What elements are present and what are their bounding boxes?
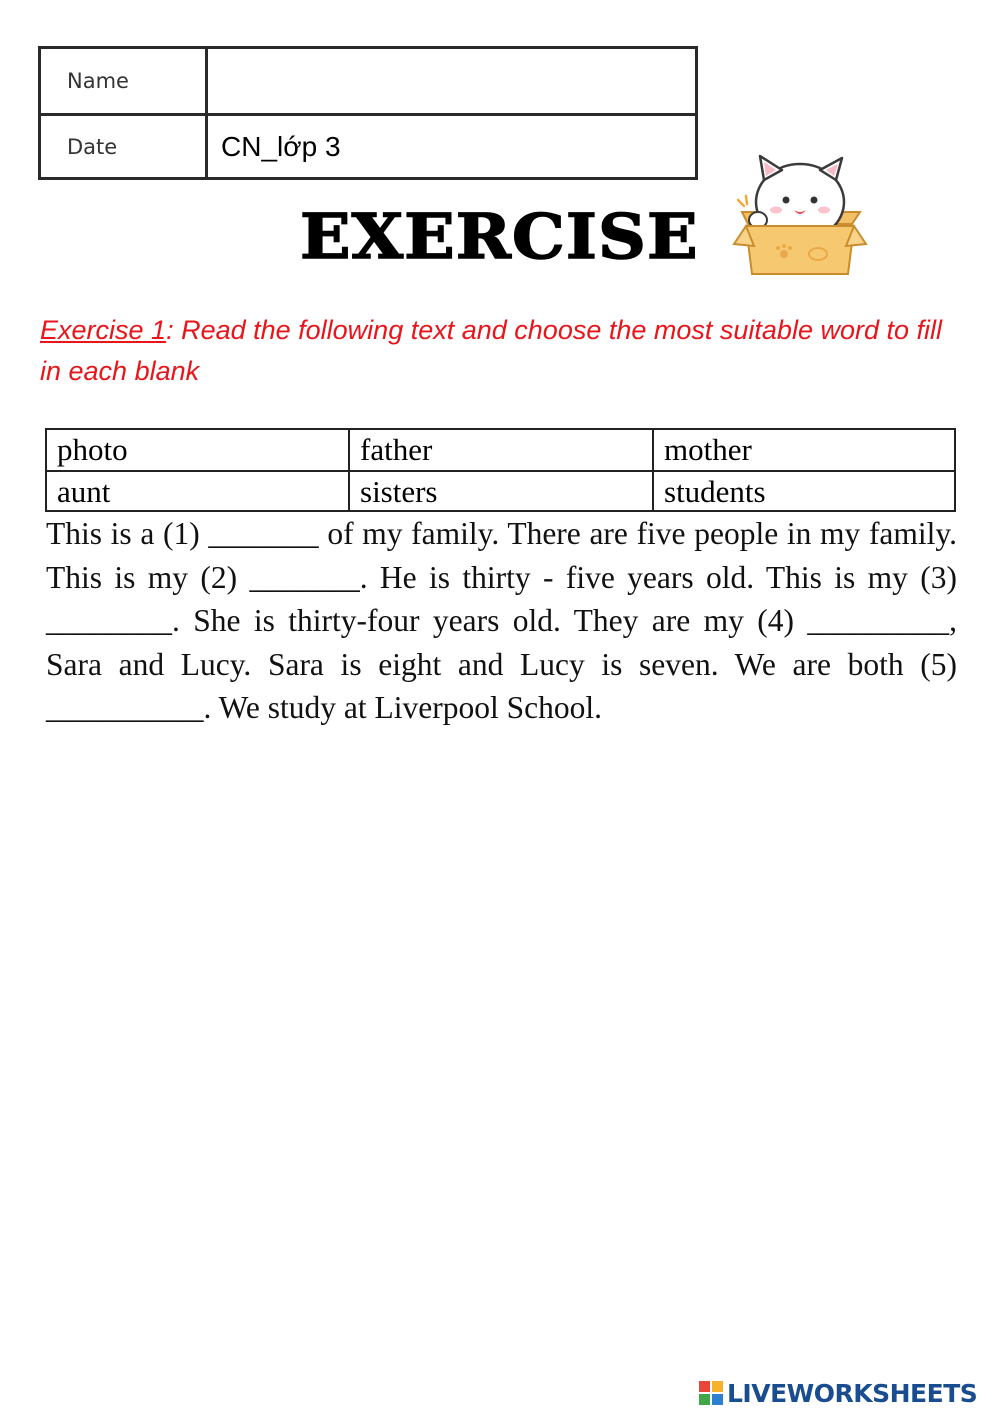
- page-title: EXERCISE: [300, 199, 699, 273]
- liveworksheets-logo-icon: [698, 1380, 724, 1406]
- brand-text: LIVEWORKSHEETS: [727, 1378, 978, 1408]
- exercise-instruction: [40, 310, 970, 392]
- word-bank-cell: mother: [664, 432, 752, 467]
- word-bank-table: [45, 428, 956, 512]
- word-bank-cell: sisters: [360, 474, 438, 509]
- name-label: Name: [41, 49, 208, 113]
- student-info-table: [38, 46, 698, 180]
- date-label: Date: [41, 116, 208, 177]
- reading-passage: This is a (1) _______ of my family. There are five people in my family. This is my (2) _______. He is thirty - five years old. This is my (3) ________. She is thirty-four years old. They are my (4) _________, Sara and Lucy. Sara is eight and Lucy is seven. We are both (5) __________. We study at Liverpool School.: [46, 516, 957, 725]
- name-row: [41, 49, 695, 116]
- word-bank-cell: father: [360, 432, 433, 467]
- liveworksheets-brand: [698, 1374, 996, 1412]
- exercise-instruction-text: : Read the following text and choose the most suitable word to fill in each blank: [40, 315, 942, 386]
- name-field[interactable]: [221, 49, 695, 113]
- date-field[interactable]: CN_lớp 3: [221, 130, 341, 162]
- date-row: [41, 116, 695, 177]
- word-bank-cell: photo: [57, 432, 128, 467]
- word-bank-cell: students: [664, 474, 766, 509]
- cat-in-box-icon: [730, 150, 870, 278]
- exercise-label: Exercise 1: [40, 315, 167, 345]
- word-bank-cell: aunt: [57, 474, 111, 509]
